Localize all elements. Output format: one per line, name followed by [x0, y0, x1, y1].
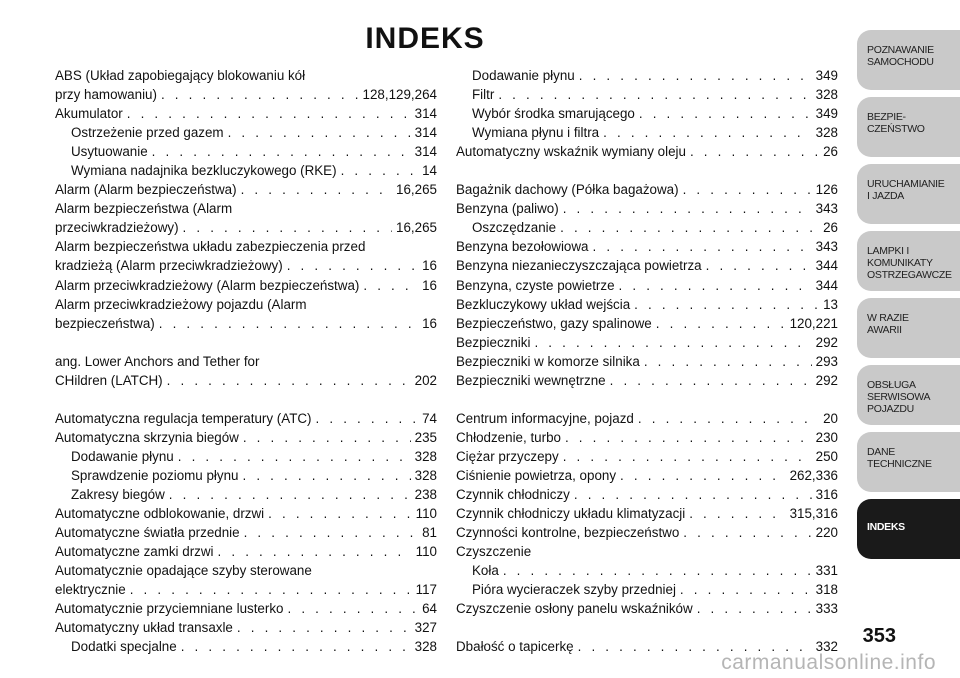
dot-leader	[563, 447, 812, 466]
chapter-tab-label: URUCHAMIANIE I JAZDA	[867, 178, 945, 202]
index-entry-text: Benzyna (paliwo)	[456, 201, 559, 217]
chapter-tab[interactable]	[857, 30, 960, 90]
dot-leader	[565, 428, 812, 447]
index-entry-page: 332	[815, 639, 838, 655]
index-entry-text: Bezpieczniki	[456, 334, 531, 350]
dot-leader	[243, 428, 411, 447]
index-entry	[456, 295, 838, 314]
index-entry	[55, 523, 437, 542]
chapter-tab-label: W RAZIE AWARII	[867, 312, 909, 336]
index-entry	[55, 466, 437, 485]
index-entry	[456, 447, 838, 466]
index-entry	[55, 123, 437, 142]
index-entry-page: 314	[414, 125, 437, 141]
index-entry-page: 293	[815, 353, 838, 369]
index-entry-page: 343	[815, 239, 838, 255]
index-entry-text: Czyszczenie osłony panelu wskaźników	[456, 601, 693, 617]
index-entry-text: Czynnik chłodniczy układu klimatyzacji	[456, 506, 686, 522]
index-entry-text: Automatycznie opadające szyby sterowane	[55, 563, 312, 579]
index-entry-page: 16,265	[396, 220, 437, 236]
watermark: carmanualsonline.info	[721, 651, 936, 674]
chapter-tab[interactable]	[857, 298, 960, 358]
chapter-tab-label: LAMPKI I KOMUNIKATY OSTRZEGAWCZE	[867, 245, 952, 281]
index-entry-page: 74	[422, 410, 437, 426]
index-entry	[456, 409, 838, 428]
index-entry-text: Ciśnienie powietrza, opony	[456, 467, 617, 483]
index-entry-page: 315,316	[789, 506, 838, 522]
index-entry-text: Alarm przeciwkradzieżowy pojazdu (Alarm	[55, 296, 307, 312]
index-entry-text: Usytuowanie	[71, 144, 148, 160]
dot-leader	[534, 333, 811, 352]
dot-leader	[634, 295, 819, 314]
index-entry	[55, 561, 437, 580]
chapter-tab[interactable]	[857, 499, 960, 559]
index-entry-page: 344	[815, 258, 838, 274]
page-number: 353	[862, 625, 896, 647]
dot-leader	[683, 523, 811, 542]
index-entry	[456, 180, 838, 199]
index-entry-text: Ciężar przyczepy	[456, 448, 559, 464]
index-entry-text: Automatyczna regulacja temperatury (ATC)	[55, 410, 312, 426]
dot-leader	[287, 256, 418, 275]
index-entry-page: 292	[815, 334, 838, 350]
index-entry-text: Bezkluczykowy układ wejścia	[456, 296, 631, 312]
index-entry-text: Benzyna, czyste powietrze	[456, 277, 615, 293]
dot-leader	[287, 599, 418, 618]
chapter-tabs	[857, 30, 960, 566]
index-entry	[456, 485, 838, 504]
dot-leader	[498, 85, 811, 104]
index-entry-text: Zakresy biegów	[71, 487, 165, 503]
dot-leader	[159, 314, 418, 333]
index-entry	[55, 237, 437, 256]
index-entry	[456, 599, 838, 618]
index-entry-page: 333	[815, 601, 838, 617]
page-title: INDEKS	[365, 22, 485, 55]
index-entry	[456, 371, 838, 390]
index-entry-text: Alarm bezpieczeństwa (Alarm	[55, 201, 233, 217]
index-entry	[55, 180, 437, 199]
index-column-right	[456, 66, 838, 656]
index-entry-text: Automatyczne światła przednie	[55, 525, 240, 541]
index-entry-page: 220	[815, 525, 838, 541]
index-spacer	[55, 333, 437, 352]
dot-leader	[167, 371, 411, 390]
index-entry	[55, 485, 437, 504]
index-entry-text: Czyszczenie	[456, 544, 532, 560]
index-entry-text: Bagażnik dachowy (Półka bagażowa)	[456, 182, 679, 198]
chapter-tab-label: OBSŁUGA SERWISOWA POJAZDU	[867, 379, 931, 415]
index-entry-page: 202	[414, 372, 437, 388]
dot-leader	[619, 276, 812, 295]
index-entry-page: 349	[815, 68, 838, 83]
dot-leader	[644, 352, 812, 371]
dot-leader	[127, 104, 411, 123]
dot-leader	[638, 409, 819, 428]
index-entry	[456, 256, 838, 275]
index-entry	[456, 66, 838, 85]
index-entry	[456, 104, 838, 123]
dot-leader	[268, 504, 411, 523]
index-entry	[456, 428, 838, 447]
dot-leader	[610, 371, 812, 390]
index-entry-page: 16,265	[396, 182, 437, 198]
index-entry-text: Wymiana nadajnika bezkluczykowego (RKE)	[71, 163, 337, 179]
index-entry	[55, 637, 437, 656]
index-entry-text: ABS (Układ zapobiegający blokowaniu kół	[55, 68, 306, 83]
index-entry-page: 16	[422, 277, 437, 293]
index-entry	[55, 428, 437, 447]
index-entry-page: 230	[815, 429, 838, 445]
dot-leader	[563, 199, 812, 218]
index-entry-text: Pióra wycieraczek szyby przedniej	[472, 582, 676, 598]
index-entry	[55, 580, 437, 599]
index-entry-text: Centrum informacyjne, pojazd	[456, 410, 634, 426]
index-entry-page: 328	[414, 467, 437, 483]
index-entry	[456, 466, 838, 485]
index-entry-page: 128,129,264	[362, 87, 437, 103]
index-entry-text: Bezpieczniki wewnętrzne	[456, 372, 606, 388]
index-entry-text: Automatyczne odblokowanie, drzwi	[55, 506, 265, 522]
index-entry-page: 328	[815, 87, 838, 103]
dot-leader	[161, 85, 359, 104]
index-entry	[456, 352, 838, 371]
index-spacer	[456, 618, 838, 637]
dot-leader	[689, 504, 785, 523]
index-entry-text: Wymiana płynu i filtra	[472, 125, 600, 141]
dot-leader	[639, 104, 812, 123]
index-entry-text: Bezpieczniki w komorze silnika	[456, 353, 640, 369]
dot-leader	[242, 466, 410, 485]
index-entry-text: Automatyczny wskaźnik wymiany oleju	[456, 144, 686, 160]
dot-leader	[579, 66, 812, 85]
index-entry	[55, 218, 437, 237]
index-entry	[55, 142, 437, 161]
index-entry	[456, 314, 838, 333]
index-entry-page: 16	[422, 258, 437, 274]
dot-leader	[244, 523, 419, 542]
index-entry	[55, 276, 437, 295]
chapter-tab[interactable]	[857, 97, 960, 157]
index-entry-text: Filtr	[472, 87, 495, 103]
index-entry	[456, 561, 838, 580]
index-entry-page: 343	[815, 201, 838, 217]
dot-leader	[603, 123, 812, 142]
index-entry-page: 64	[422, 601, 437, 617]
index-entry	[55, 447, 437, 466]
dot-leader	[697, 599, 812, 618]
index-entry	[55, 599, 437, 618]
index-entry-page: 14	[422, 163, 437, 179]
index-column-left	[55, 66, 437, 656]
index-entry-text: Alarm (Alarm bezpieczeństwa)	[55, 182, 237, 198]
index-entry	[55, 371, 437, 390]
index-entry-text: Oszczędzanie	[472, 220, 557, 236]
index-entry	[55, 85, 437, 104]
index-entry-page: 349	[815, 106, 838, 122]
index-entry	[456, 580, 838, 599]
index-entry-text: Automatyczna skrzynia biegów	[55, 429, 239, 445]
index-entry-page: 262,336	[789, 467, 838, 483]
dot-leader	[503, 561, 812, 580]
dot-leader	[341, 161, 419, 180]
index-entry	[55, 295, 437, 314]
index-entry-text: Dodawanie płynu	[472, 68, 575, 83]
index-entry	[456, 542, 838, 561]
index-entry-text: Ostrzeżenie przed gazem	[71, 125, 224, 141]
index-entry-text: przy hamowaniu)	[55, 87, 157, 103]
index-entry	[456, 523, 838, 542]
index-spacer	[456, 161, 838, 180]
index-entry-page: 117	[415, 582, 437, 598]
index-entry	[456, 218, 838, 237]
index-entry-page: 20	[823, 410, 838, 426]
index-entry	[456, 333, 838, 352]
index-entry-text: Dbałość o tapicerkę	[456, 639, 574, 655]
index-entry	[55, 504, 437, 523]
index-entry-page: 238	[414, 487, 437, 503]
dot-leader	[690, 142, 819, 161]
index-entry-page: 328	[414, 448, 437, 464]
index-entry	[55, 199, 437, 218]
index-entry-text: Czynności kontrolne, bezpieczeństwo	[456, 525, 680, 541]
dot-leader	[560, 218, 819, 237]
index-entry-page: 344	[815, 277, 838, 293]
index-entry-page: 314	[414, 144, 437, 160]
index-spacer	[55, 390, 437, 409]
chapter-tab-label: BEZPIE- CZEŃSTWO	[867, 111, 925, 135]
index-entry-text: kradzieżą (Alarm przeciwkradzieżowy)	[55, 258, 283, 274]
index-entry-text: Automatyczne zamki drzwi	[55, 544, 214, 560]
dot-leader	[183, 218, 393, 237]
index-entry	[456, 123, 838, 142]
index-entry-text: Alarm bezpieczeństwa układu zabezpieczenia przed	[55, 239, 366, 255]
chapter-tab[interactable]	[857, 164, 960, 224]
index-entry	[55, 314, 437, 333]
index-entry-page: 292	[815, 372, 838, 388]
dot-leader	[316, 409, 419, 428]
index-entry-page: 13	[823, 296, 838, 312]
dot-leader	[620, 466, 786, 485]
index-entry	[55, 161, 437, 180]
index-entry-text: Benzyna niezanieczyszczająca powietrza	[456, 258, 702, 274]
index-entry	[456, 237, 838, 256]
dot-leader	[680, 580, 812, 599]
dot-leader	[656, 314, 786, 333]
index-entry	[55, 352, 437, 371]
index-entry-text: Koła	[472, 563, 499, 579]
index-entry-page: 250	[815, 448, 838, 464]
index-entry-page: 314	[414, 106, 437, 122]
index-entry	[456, 142, 838, 161]
index-entry	[456, 504, 838, 523]
index-entry-page: 327	[414, 620, 437, 636]
index-entry-text: Bezpieczeństwo, gazy spalinowe	[456, 315, 652, 331]
index-entry-page: 120,221	[789, 315, 838, 331]
index-entry-page: 235	[414, 429, 437, 445]
dot-leader	[218, 542, 412, 561]
index-entry-page: 328	[815, 125, 838, 141]
index-entry	[55, 409, 437, 428]
index-entry-text: Automatyczny układ transaxle	[55, 620, 233, 636]
index-entry-text: Dodawanie płynu	[71, 448, 174, 464]
index-entry-page: 110	[415, 506, 437, 522]
index-entry-page: 126	[815, 182, 838, 198]
dot-leader	[169, 485, 411, 504]
index-entry-text: Benzyna bezołowiowa	[456, 239, 589, 255]
chapter-tab[interactable]	[857, 231, 960, 291]
index-entry-page: 328	[414, 639, 437, 655]
index-entry-page: 110	[415, 544, 437, 560]
index-entry	[55, 66, 437, 85]
dot-leader	[178, 447, 411, 466]
chapter-tab[interactable]	[857, 365, 960, 425]
index-entry-text: ang. Lower Anchors and Tether for	[55, 353, 260, 369]
dot-leader	[152, 142, 411, 161]
index-entry-page: 331	[815, 563, 838, 579]
index-entry-text: bezpieczeństwa)	[55, 315, 155, 331]
index-entry-text: Czynnik chłodniczy	[456, 487, 570, 503]
chapter-tab-label: DANE TECHNICZNE	[867, 446, 932, 470]
index-entry	[55, 542, 437, 561]
index-entry	[55, 618, 437, 637]
index-entry-text: Automatycznie przyciemniane lusterko	[55, 601, 284, 617]
index-entry-page: 26	[823, 144, 838, 160]
index-entry-text: elektrycznie	[55, 582, 126, 598]
dot-leader	[181, 637, 411, 656]
index-entry-text: przeciwkradzieżowy)	[55, 220, 179, 236]
dot-leader	[228, 123, 411, 142]
dot-leader	[683, 180, 812, 199]
index-entry	[456, 85, 838, 104]
dot-leader	[706, 256, 812, 275]
index-entry	[55, 104, 437, 123]
index-entry	[55, 256, 437, 275]
index-entry-page: 26	[823, 220, 838, 236]
index-entry-text: Wybór środka smarującego	[472, 106, 635, 122]
index-entry-text: Akumulator	[55, 106, 123, 122]
index-entry-text: Sprawdzenie poziomu płynu	[71, 467, 239, 483]
index-spacer	[456, 390, 838, 409]
dot-leader	[593, 237, 812, 256]
dot-leader	[363, 276, 418, 295]
index-entry-text: CHildren (LATCH)	[55, 372, 163, 388]
index-entry-text: Chłodzenie, turbo	[456, 429, 561, 445]
dot-leader	[241, 180, 392, 199]
dot-leader	[130, 580, 412, 599]
index-entry	[456, 199, 838, 218]
index-entry-page: 81	[422, 525, 437, 541]
dot-leader	[237, 618, 411, 637]
index-entry	[456, 276, 838, 295]
index-entry-page: 16	[422, 315, 437, 331]
index-entry-text: Alarm przeciwkradzieżowy (Alarm bezpieczeństwa)	[55, 277, 360, 293]
chapter-tab[interactable]	[857, 432, 960, 492]
dot-leader	[574, 485, 812, 504]
chapter-tab-label: POZNAWANIE SAMOCHODU	[867, 44, 934, 68]
index-entry-page: 316	[815, 487, 838, 503]
chapter-tab-label: INDEKS	[867, 521, 905, 533]
index-entry-text: Dodatki specjalne	[71, 639, 177, 655]
index-entry-page: 318	[815, 582, 838, 598]
